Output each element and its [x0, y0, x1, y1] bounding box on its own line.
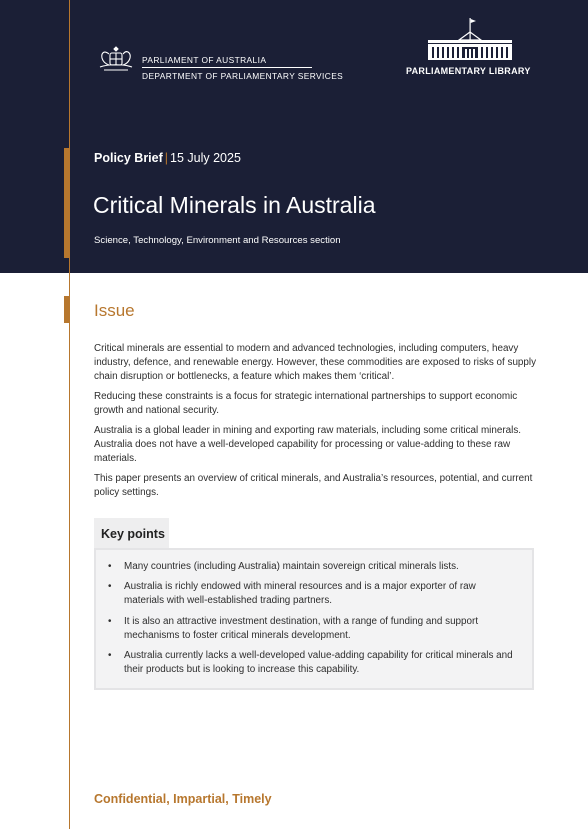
- parliament-line-2: DEPARTMENT OF PARLIAMENTARY SERVICES: [142, 71, 344, 81]
- section-name: Science, Technology, Environment and Resources section: [94, 235, 341, 246]
- key-points-heading: Key points: [94, 518, 169, 548]
- margin-rule: [69, 0, 70, 829]
- list-item: [108, 560, 518, 574]
- issue-accent-bar: [64, 296, 70, 323]
- issue-paragraph: Critical minerals are essential to modern and advanced technologies, including computers, heavy industry, defence, and renewable energy. However, these commodities are exposed to risks of supply chain disruption or bottlenecks, a feature which makes them ‘critical’.: [94, 343, 537, 383]
- bullet-marker: •: [108, 650, 112, 662]
- key-point-text: Australia is richly endowed with mineral resources and is a major exporter of raw materials with well-established trading partners.: [124, 581, 476, 607]
- key-point-text: It is also an attractive investment destination, with a range of funding and support mechanisms to foster critical minerals development.: [124, 615, 479, 641]
- doc-type: Policy Brief: [94, 151, 163, 165]
- key-points-list: [96, 550, 532, 677]
- bullet-marker: •: [108, 581, 112, 593]
- issue-heading: Issue: [94, 301, 135, 320]
- library-name: PARLIAMENTARY LIBRARY: [406, 66, 531, 76]
- parliament-line-1: PARLIAMENT OF AUSTRALIA: [142, 55, 267, 65]
- bullet-marker: •: [108, 561, 112, 572]
- list-item: [108, 580, 518, 608]
- issue-paragraph: This paper presents an overview of critical minerals, and Australia’s resources, potential, and current policy settings.: [94, 473, 533, 499]
- key-point-text: Many countries (including Australia) maintain sovereign critical minerals lists.: [124, 561, 459, 572]
- publication-date: 15 July 2025: [170, 151, 241, 165]
- list-item: [108, 615, 518, 643]
- meta-separator: |: [164, 151, 169, 165]
- brief-meta: [94, 151, 241, 165]
- parliament-house-icon: [426, 16, 514, 62]
- issue-paragraph: Australia is a global leader in mining and exporting raw materials, including some critical minerals. Australia does not have a well-developed capability for processing or value-adding to these raw materials.: [94, 425, 522, 465]
- key-points-box: [94, 548, 534, 690]
- key-point-text: Australia currently lacks a well-developed value-adding capability for critical minerals and their products but is looking to increase this capability.: [124, 650, 513, 676]
- parliament-name-block: [142, 54, 343, 82]
- issue-paragraph: Reducing these constraints is a focus for strategic international partnerships to support economic growth and national security.: [94, 391, 518, 417]
- parliament-divider: [142, 67, 312, 68]
- list-item: [108, 649, 518, 677]
- title-accent-bar: [64, 148, 70, 258]
- coat-of-arms-icon: [96, 44, 136, 74]
- footer-tagline: Confidential, Impartial, Timely: [94, 792, 272, 806]
- page-title: Critical Minerals in Australia: [93, 192, 376, 218]
- issue-body: [94, 342, 539, 506]
- bullet-marker: •: [108, 615, 112, 627]
